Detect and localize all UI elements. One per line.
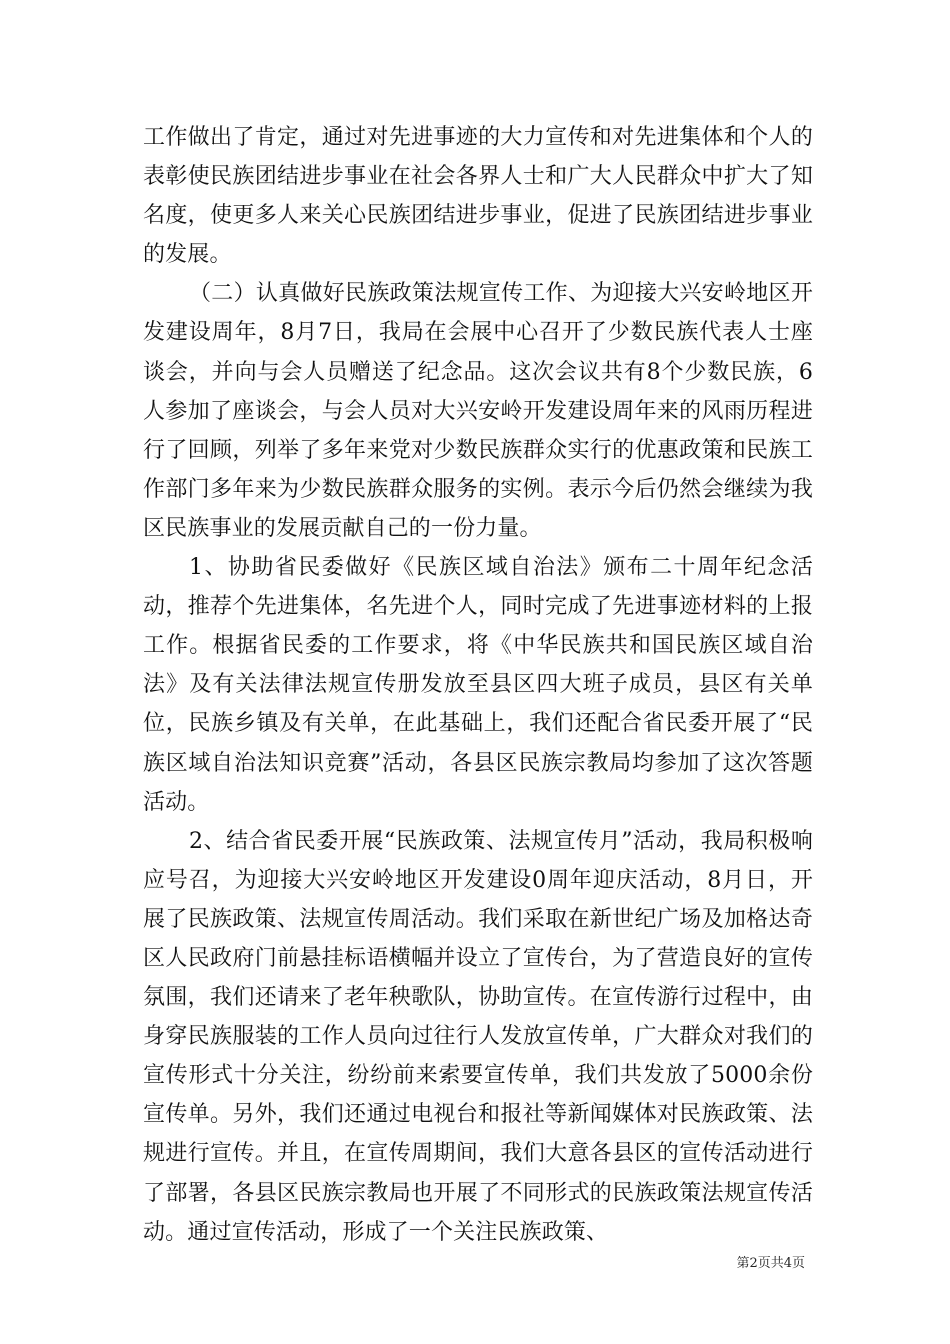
document-page (143, 118, 813, 1245)
page-number-footer: 第2页共4页 (736, 1256, 805, 1271)
paragraph-section-two: （二）认真做好民族政策法规宣传工作、为迎接大兴安岭地区开发建设周年，8月7日，我局在会展中心召开了少数民族代表人士座谈会，并向与会人员赠送了纪念品。这次会议共有8个少数民族，6人参加了座谈会，与会人员对大兴安岭开发建设周年来的风雨历程进行了回顾，列举了多年来党对少数民族群众实行的优惠政策和民族工作部门多年来为少数民族群众服务的实例。表示今后仍然会继续为我区民族事业的发展贡献自己的一份力量。 (143, 281, 813, 541)
paragraph-item-one: 1、协助省民委做好《民族区域自治法》颁布二十周年纪念活动，推荐个先进集体，名先进个人，同时完成了先进事迹材料的上报工作。根据省民委的工作要求，将《中华民族共和国民族区域自治法》及有关法律法规宣传册发放至县区四大班子成员，县区有关单位，民族乡镇及有关单，在此基础上，我们还配合省民委开展了“民族区域自治法知识竞赛”活动，各县区民族宗教局均参加了这次答题活动。 (143, 555, 813, 815)
paragraph-item-two: 2、结合省民委开展“民族政策、法规宣传月”活动，我局积极响应号召，为迎接大兴安岭地区开发建设0周年迎庆活动，8月日，开展了民族政策、法规宣传周活动。我们采取在新世纪广场及加格达奇区人民政府门前悬挂标语横幅并设立了宣传台，为了营造良好的宣传氛围，我们还请来了老年秧歌队，协助宣传。在宣传游行过程中，由身穿民族服装的工作人员向过往行人发放宣传单，广大群众对我们的宣传形式十分关注，纷纷前来索要宣传单，我们共发放了5000余份宣传单。另外，我们还通过电视台和报社等新闻媒体对民族政策、法规进行宣传。并且，在宣传周期间，我们大意各县区的宣传活动进行了部署，各县区民族宗教局也开展了不同形式的民族政策法规宣传活动。通过宣传活动，形成了一个关注民族政策、 (143, 828, 813, 1245)
paragraph-continuation: 工作做出了肯定，通过对先进事迹的大力宣传和对先进集体和个人的表彰使民族团结进步事业在社会各界人士和广大人民群众中扩大了知名度，使更多人来关心民族团结进步事业，促进了民族团结进步事业的发展。 (143, 125, 813, 268)
